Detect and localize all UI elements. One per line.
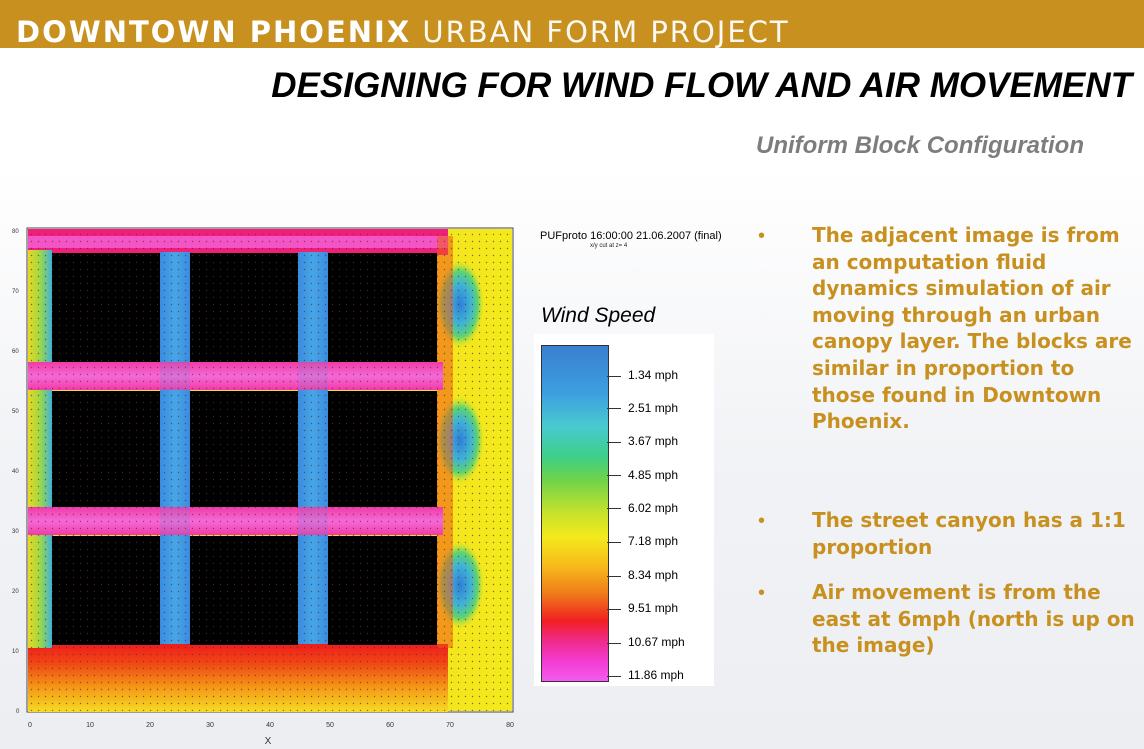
slide-title: DESIGNING FOR WIND FLOW AND AIR MOVEMENT: [271, 66, 1132, 105]
bullet-text: The adjacent image is from an computation fluid dynamics simulation of air moving through an urban canopy layer. The blocks are similar in proportion to those found in Downtown Phoenix.: [812, 223, 1132, 434]
project-title: [16, 14, 790, 48]
legend-label: 9.51 mph: [628, 601, 679, 615]
x-tick: 60: [386, 722, 394, 729]
project-title-bold: DOWNTOWN PHOENIX: [16, 15, 412, 49]
y-tick: 0: [16, 709, 20, 715]
legend-tick: [607, 576, 621, 577]
x-axis-label: X: [264, 736, 272, 747]
bullet-dot: •: [758, 510, 766, 532]
x-tick: 10: [86, 722, 94, 729]
legend-tick: [607, 508, 621, 509]
legend-label: 1.34 mph: [628, 368, 679, 382]
y-tick: 60: [12, 349, 19, 355]
legend-tick: [607, 609, 621, 610]
legend-tick: [607, 475, 621, 476]
legend-tick: [607, 408, 621, 409]
y-tick: 80: [12, 229, 19, 235]
bullet-dot: •: [758, 582, 766, 604]
x-tick: 80: [506, 722, 514, 729]
legend-label: 11.86 mph: [628, 668, 684, 682]
legend-label: 4.85 mph: [628, 468, 679, 482]
simulation-sub-caption: x/y cut at z= 4: [590, 243, 628, 249]
legend-label: 2.51 mph: [628, 401, 679, 415]
x-tick: 20: [146, 722, 154, 729]
slide-subtitle: Uniform Block Configuration: [756, 132, 1084, 159]
y-tick: 20: [12, 589, 19, 595]
legend-label: 8.34 mph: [628, 568, 679, 582]
y-tick: 40: [12, 469, 19, 475]
legend-tick: [607, 643, 621, 644]
y-axis: [12, 229, 20, 715]
legend-label: 7.18 mph: [628, 534, 679, 548]
y-tick: 30: [12, 529, 19, 535]
x-tick: 30: [206, 722, 214, 729]
legend-label: 3.67 mph: [628, 434, 679, 448]
legend-label: 6.02 mph: [628, 501, 679, 515]
x-tick: 70: [446, 722, 454, 729]
bullet-text: Air movement is from the east at 6mph (north is up on the image): [812, 580, 1135, 658]
wind-simulation-plot: [0, 222, 525, 749]
legend-tick: [607, 676, 621, 677]
legend-tick: [607, 542, 621, 543]
x-tick: 40: [266, 722, 274, 729]
legend-title: Wind Speed: [541, 304, 656, 327]
x-tick: 0: [28, 722, 32, 729]
legend-tick: [607, 442, 621, 443]
y-tick: 70: [12, 289, 19, 295]
bullet-text: The street canyon has a 1:1 proportion: [812, 508, 1126, 559]
simulation-caption: PUFproto 16:00:00 21.06.2007 (final): [540, 230, 722, 242]
y-tick: 10: [12, 649, 19, 655]
project-title-light: URBAN FORM PROJECT: [422, 15, 790, 49]
y-tick: 50: [12, 409, 19, 415]
legend-tick: [607, 376, 621, 377]
header-bar: [0, 0, 1144, 48]
bullet-dot: •: [758, 225, 766, 247]
wind-vectors: [28, 229, 512, 711]
x-axis: [28, 722, 514, 747]
legend-color-bar: [541, 345, 609, 682]
legend-label: 10.67 mph: [628, 635, 685, 649]
x-tick: 50: [326, 722, 334, 729]
